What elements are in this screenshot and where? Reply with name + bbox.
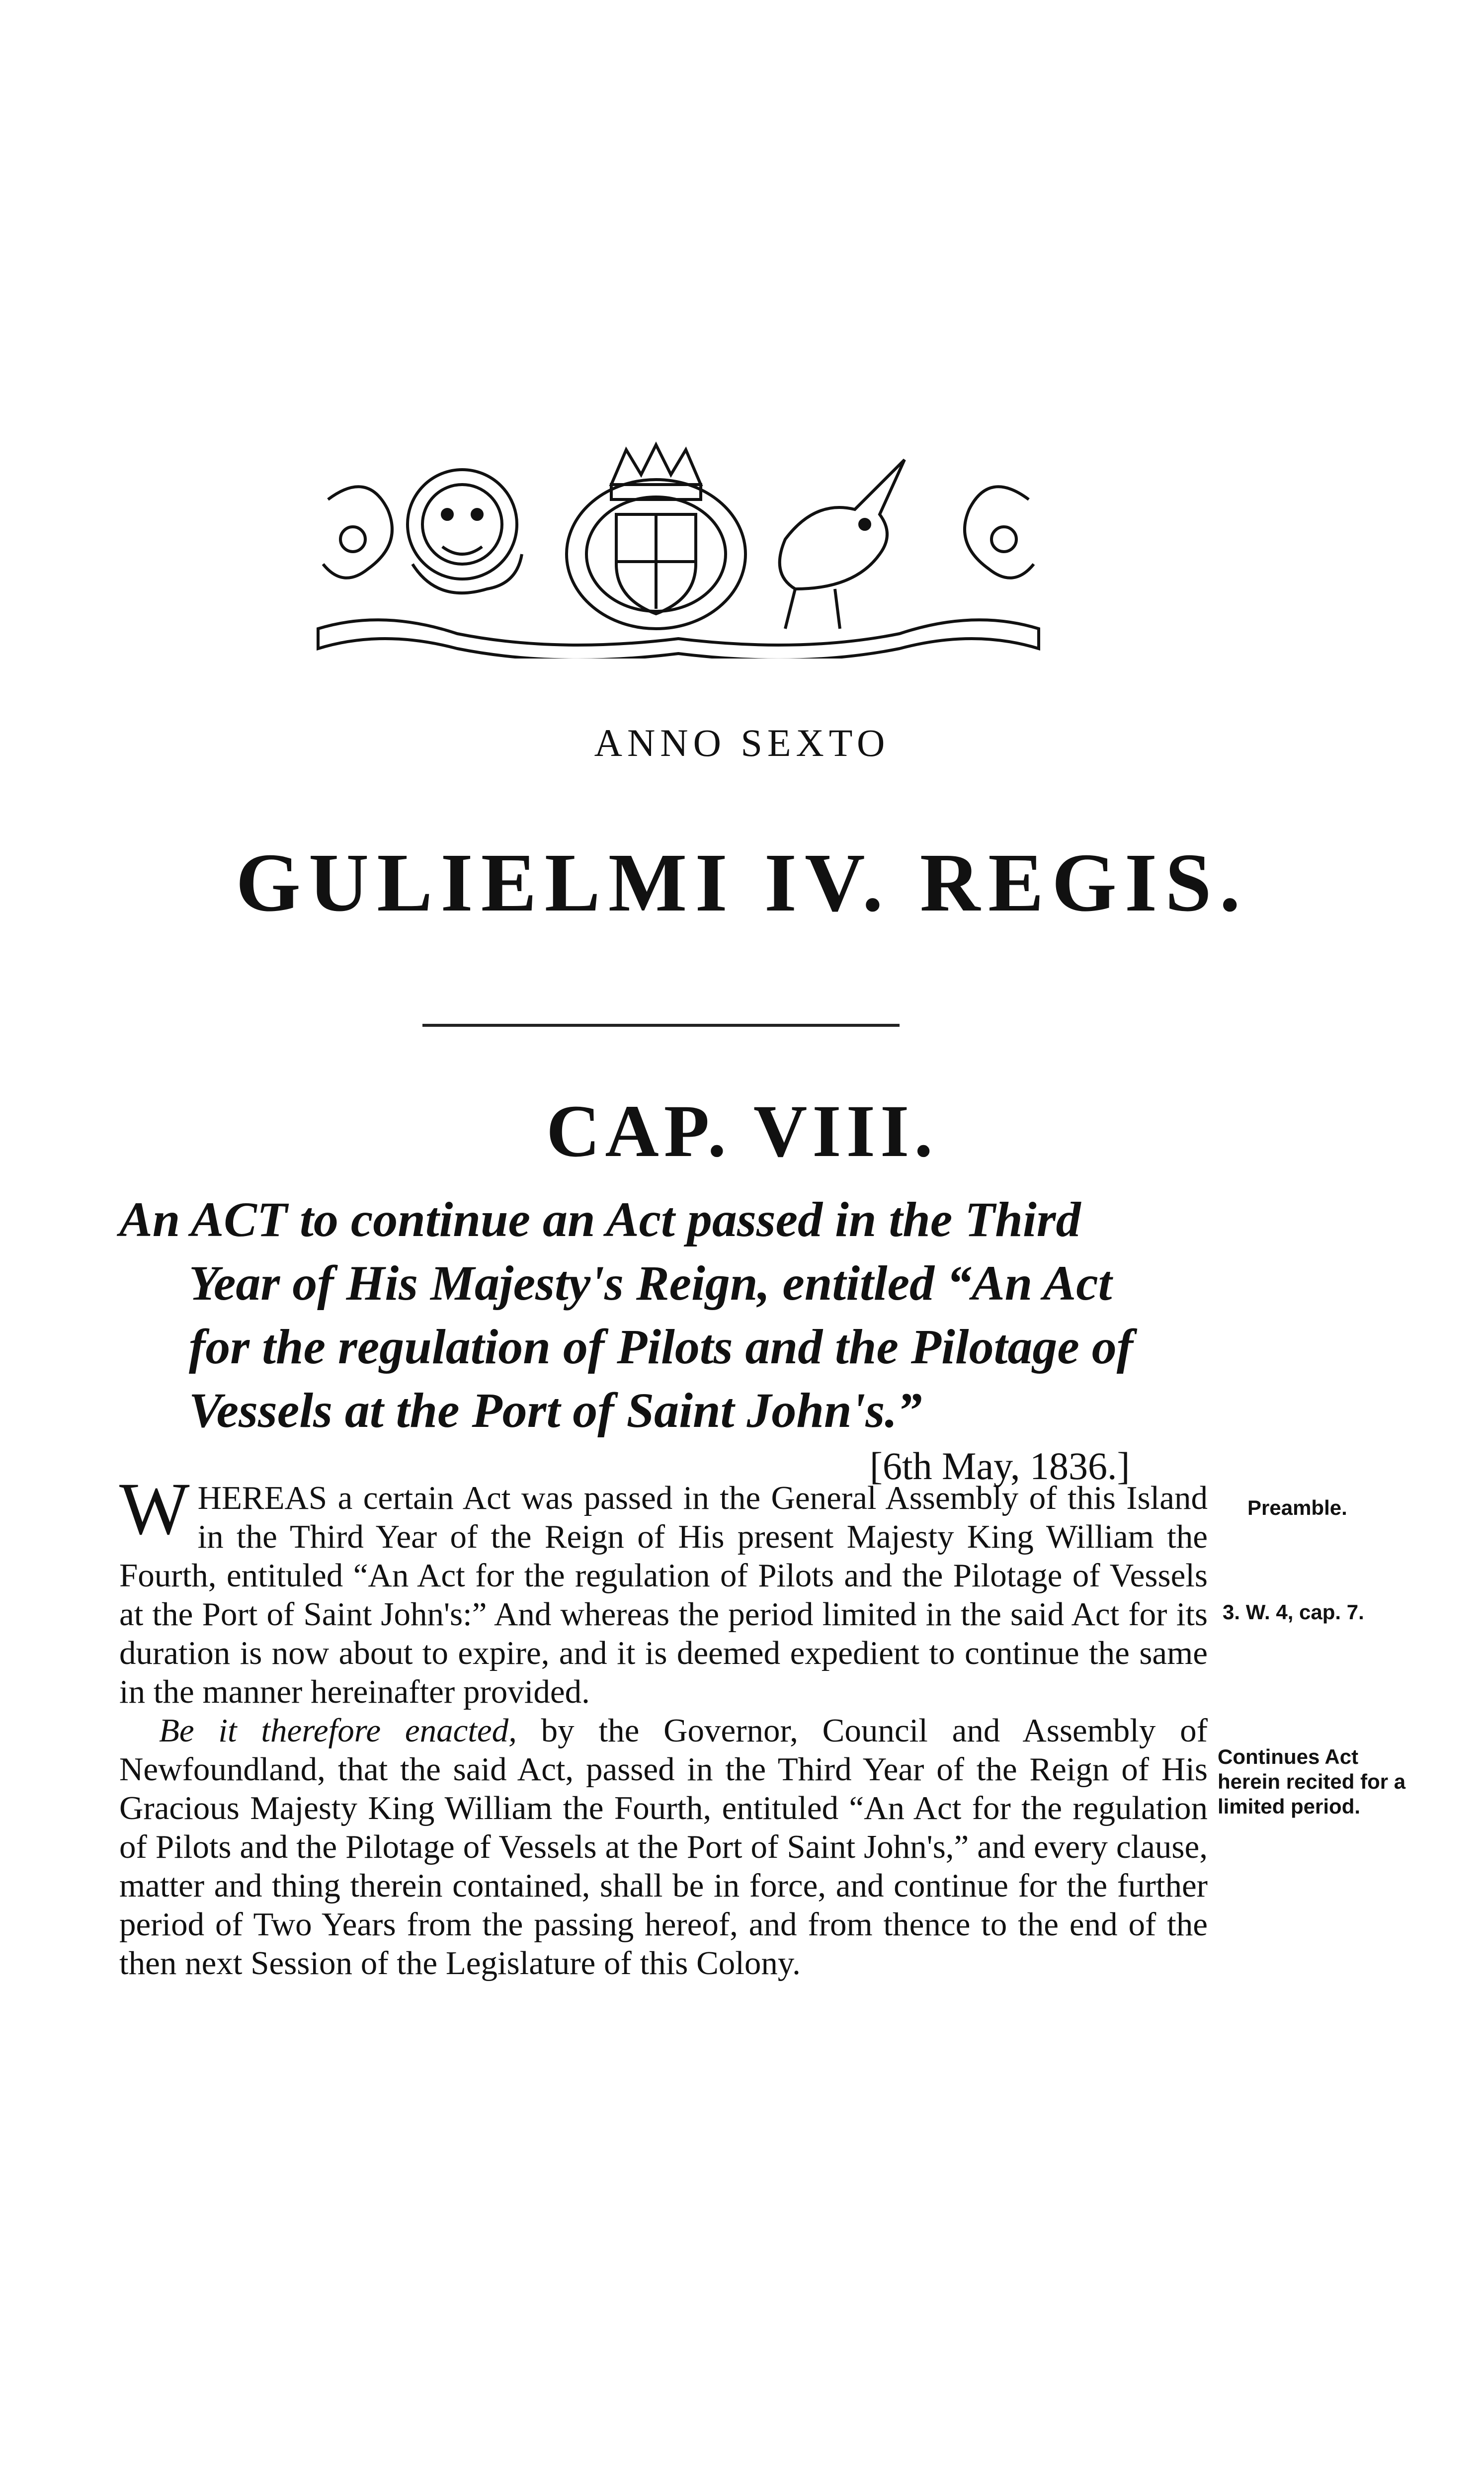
act-title-line: Year of His Majesty's Reign, entitled “An Act [189,1255,1112,1311]
act-body [119,1468,1208,1983]
act-title-line: for the regulation of Pilots and the Pilotage of [189,1319,1134,1374]
margin-note-preamble: Preamble. [1247,1496,1347,1519]
enactment-date: [6th May, 1836.] [870,1444,1130,1488]
margin-note-reference: 3. W. 4, cap. 7. [1223,1600,1364,1624]
chapter-number: CAP. VIII. [546,1090,938,1172]
enacting-text: by the Governor, Council and Assembly of Newfoundland, that the said Act, passed in the Third Year of the Reign of His Gracious Majesty King William the Fourth, entituled “An Act for the regulation of Pilots and the Pilotage of Vessels at the Port of Saint John's,” and every clause, matter and thing therein contained, shall be in force, and continue for the further period of Two Years from the passing hereof, and from thence to the end of the then next Session of the Legislature of this Colony. [119,1712,1208,1982]
enacting-clause: Be it therefore enacted, [159,1712,517,1749]
preamble-text: HEREAS a certain Act was passed in the General Assembly of this Island in the Third Year of the Reign of His present Majesty King William the Fourth, entituled “An Act for the regulation of Pilots and the Pilotage of Vessels at the Port of Saint John's:” And whereas the period limited in the said Act for its duration is now about to expire, and it is deemed expedient to continue the same in the manner hereinafter provided. [119,1480,1208,1710]
lion-supporter-icon [408,470,522,593]
drop-cap: W [119,1468,190,1550]
unicorn-supporter-icon [780,460,905,629]
act-title-line: An ACT to continue an Act passed in the Third [119,1192,1081,1247]
act-title [119,1188,1237,1442]
anno-heading: ANNO SEXTO [594,721,890,764]
act-title-line: Vessels at the Port of Saint John's.” [189,1383,922,1438]
enacting-paragraph [119,1711,1208,1983]
royal-coat-of-arms [308,440,1049,659]
crown-icon [611,445,701,499]
margin-note-continues: Continues Act herein recited for a limited period. [1218,1745,1406,1818]
divider-rule [422,1024,900,1027]
regis-heading: GULIELMI IV. REGIS. [236,836,1248,929]
shield-icon [616,514,696,614]
preamble-paragraph [119,1468,1208,1711]
